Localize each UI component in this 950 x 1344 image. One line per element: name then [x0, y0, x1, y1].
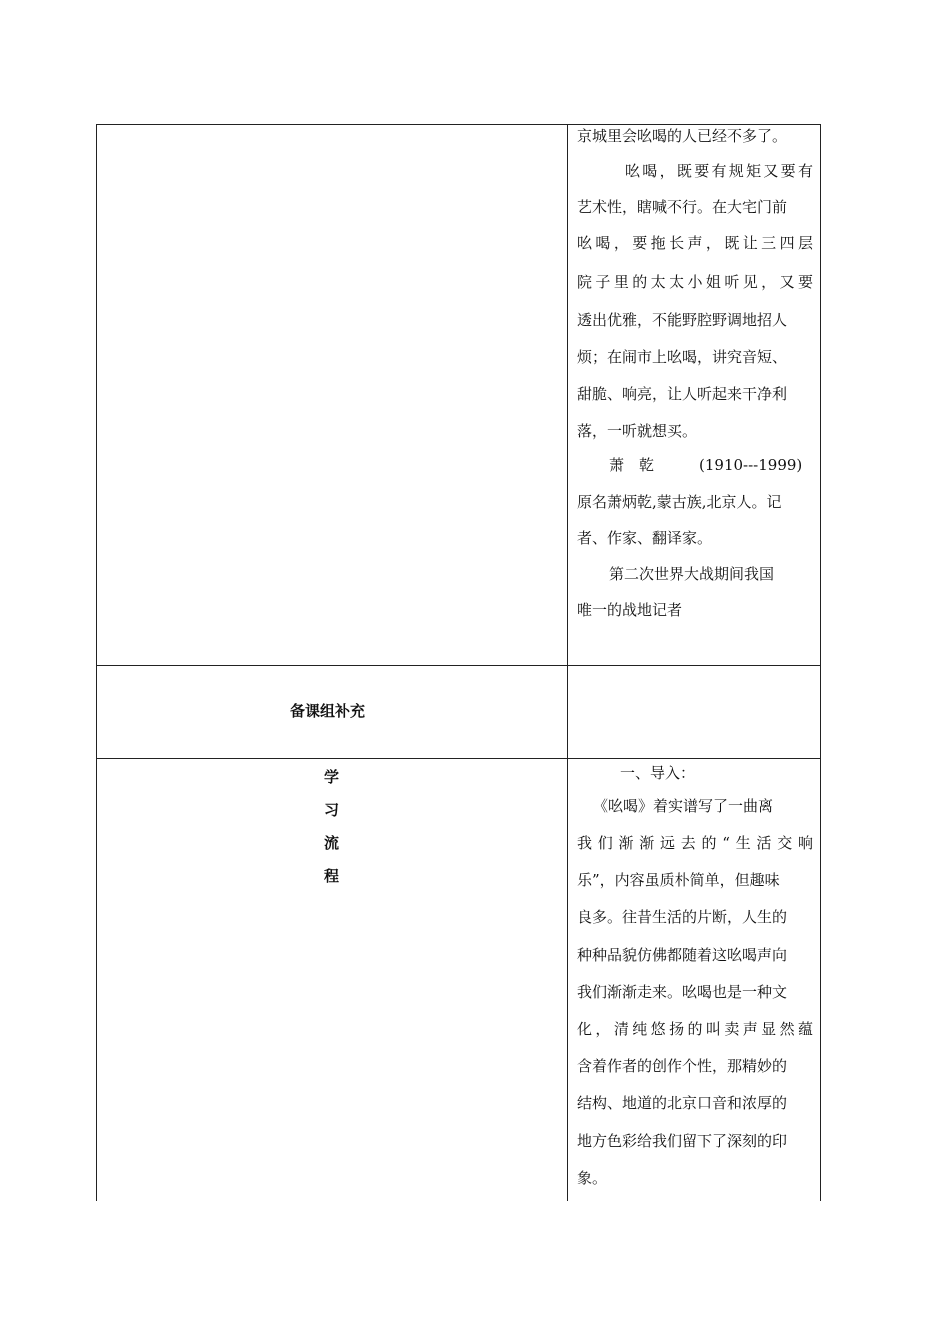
paragraph-line: 原名萧炳乾,蒙古族,北京人。记	[577, 493, 782, 511]
paragraph-line: 烦；在闹市上吆喝，讲究音短、	[577, 348, 788, 366]
lesson-group-supplement-label: 备课组补充	[290, 702, 366, 720]
paragraph-line: 甜脆、响亮，让人听起来干净利	[577, 385, 788, 403]
section-heading: 一、导入：	[620, 764, 696, 782]
table-right-border	[820, 124, 821, 1201]
paragraph-line: 我们渐渐远去的“生活交响	[577, 834, 813, 852]
author-name-line: 萧 乾 (1910---1999)	[609, 456, 803, 474]
paragraph-line: 《吆喝》着实谱写了一曲离	[593, 797, 774, 815]
paragraph-line: 化，清纯悠扬的叫卖声显然蕴	[577, 1020, 813, 1038]
paragraph-line: 京城里会吆喝的人已经不多了。	[577, 127, 788, 145]
paragraph-line: 落，一听就想买。	[577, 422, 698, 440]
learning-process-label-char: 习	[324, 801, 340, 819]
table-left-border	[96, 124, 97, 1201]
paragraph-line: 吆喝，要拖长声，既让三四层	[577, 234, 813, 252]
paragraph-line: 种种品貌仿佛都随着这吆喝声向	[577, 946, 788, 964]
paragraph-line: 第二次世界大战期间我国	[609, 565, 775, 583]
paragraph-line: 良多。往昔生活的片断，人生的	[577, 908, 788, 926]
paragraph-line: 者、作家、翻译家。	[577, 529, 713, 547]
row-divider-2	[96, 758, 821, 759]
learning-process-label-char: 程	[324, 867, 340, 885]
paragraph-line: 吆喝，既要有规矩又要有	[625, 162, 813, 180]
row-divider-1	[96, 665, 821, 666]
table-top-border	[96, 124, 821, 125]
paragraph-line: 地方色彩给我们留下了深刻的印	[577, 1132, 788, 1150]
paragraph-line: 院子里的太太小姐听见，又要	[577, 273, 813, 291]
paragraph-line: 乐”，内容虽质朴简单，但趣味	[577, 871, 780, 889]
paragraph-line: 艺术性，瞎喊不行。在大宅门前	[577, 198, 788, 216]
paragraph-line: 结构、地道的北京口音和浓厚的	[577, 1094, 788, 1112]
paragraph-line: 象。	[577, 1169, 608, 1187]
paragraph-line: 唯一的战地记者	[577, 601, 683, 619]
learning-process-label-char: 流	[324, 834, 340, 852]
table-column-divider	[567, 124, 568, 1201]
paragraph-line: 我们渐渐走来。吆喝也是一种文	[577, 983, 788, 1001]
paragraph-line: 含着作者的创作个性，那精妙的	[577, 1057, 788, 1075]
paragraph-line: 透出优雅，不能野腔野调地招人	[577, 311, 788, 329]
learning-process-label-char: 学	[324, 768, 340, 786]
